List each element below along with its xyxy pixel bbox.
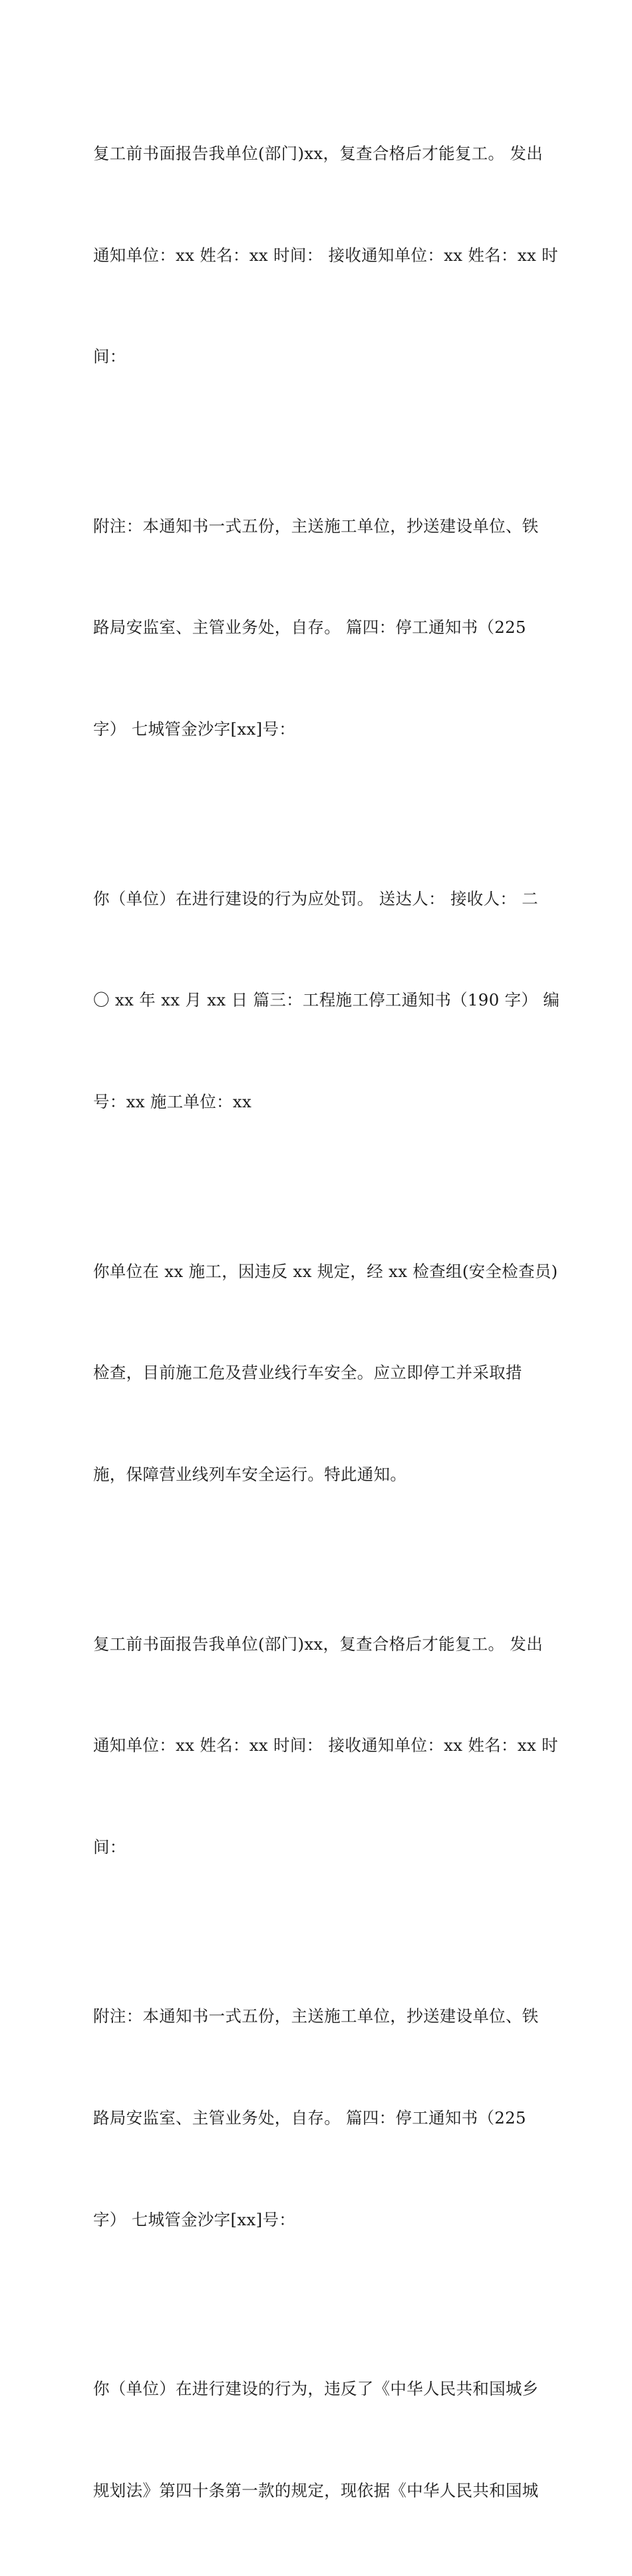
text-line: 间： bbox=[93, 347, 126, 367]
paragraph-note-repeat bbox=[93, 1932, 540, 2305]
paragraph-resume-report bbox=[93, 69, 558, 442]
text-line: 通知单位：xx 姓名：xx 时间： 接收通知单位：xx 姓名：xx 时 bbox=[93, 1736, 558, 1755]
text-line: 你（单位）在进行建设的行为，违反了《中华人民共和国城乡 bbox=[93, 2379, 539, 2399]
paragraph-penalty bbox=[93, 815, 560, 1187]
text-line: 施，保障营业线列车安全运行。特此通知。 bbox=[93, 1464, 407, 1484]
text-line: 检查，目前施工危及营业线行车安全。应立即停工并采取措 bbox=[93, 1363, 522, 1383]
paragraph-stop-work bbox=[93, 1187, 558, 1560]
text-line: 〇 xx 年 xx 月 xx 日 篇三：工程施工停工通知书（190 字） 编 bbox=[93, 990, 560, 1010]
text-line: 字） 七城管金沙字[xx]号： bbox=[93, 2209, 296, 2229]
text-line: 你（单位）在进行建设的行为应处罚。 送达人： 接收人： 二 bbox=[93, 888, 539, 908]
text-line: 路局安监室、主管业务处，自存。 篇四：停工通知书（225 bbox=[93, 2108, 526, 2128]
document-body bbox=[93, 69, 560, 2576]
text-line: 复工前书面报告我单位(部门)xx，复查合格后才能复工。 发出 bbox=[93, 143, 544, 163]
text-line: 附注：本通知书一式五份，主送施工单位，抄送建设单位、铁 bbox=[93, 2006, 539, 2026]
text-line: 你单位在 xx 施工，因违反 xx 规定，经 xx 检查组(安全检查员) bbox=[93, 1261, 558, 1281]
text-line: 路局安监室、主管业务处，自存。 篇四：停工通知书（225 bbox=[93, 618, 526, 638]
text-line: 号：xx 施工单位：xx bbox=[93, 1092, 252, 1112]
text-line: 通知单位：xx 姓名：xx 时间： 接收通知单位：xx 姓名：xx 时 bbox=[93, 245, 558, 265]
text-line: 附注：本通知书一式五份，主送施工单位，抄送建设单位、铁 bbox=[93, 516, 539, 536]
paragraph-resume-report-repeat bbox=[93, 1560, 558, 1932]
text-line: 字） 七城管金沙字[xx]号： bbox=[93, 719, 296, 739]
paragraph-note bbox=[93, 442, 540, 815]
text-line: 规划法》第四十条第一款的规定，现依据《中华人民共和国城 bbox=[93, 2481, 539, 2501]
text-line: 复工前书面报告我单位(部门)xx，复查合格后才能复工。 发出 bbox=[93, 1634, 544, 1654]
text-line: 间： bbox=[93, 1837, 126, 1857]
paragraph-planning-law bbox=[93, 2305, 540, 2576]
